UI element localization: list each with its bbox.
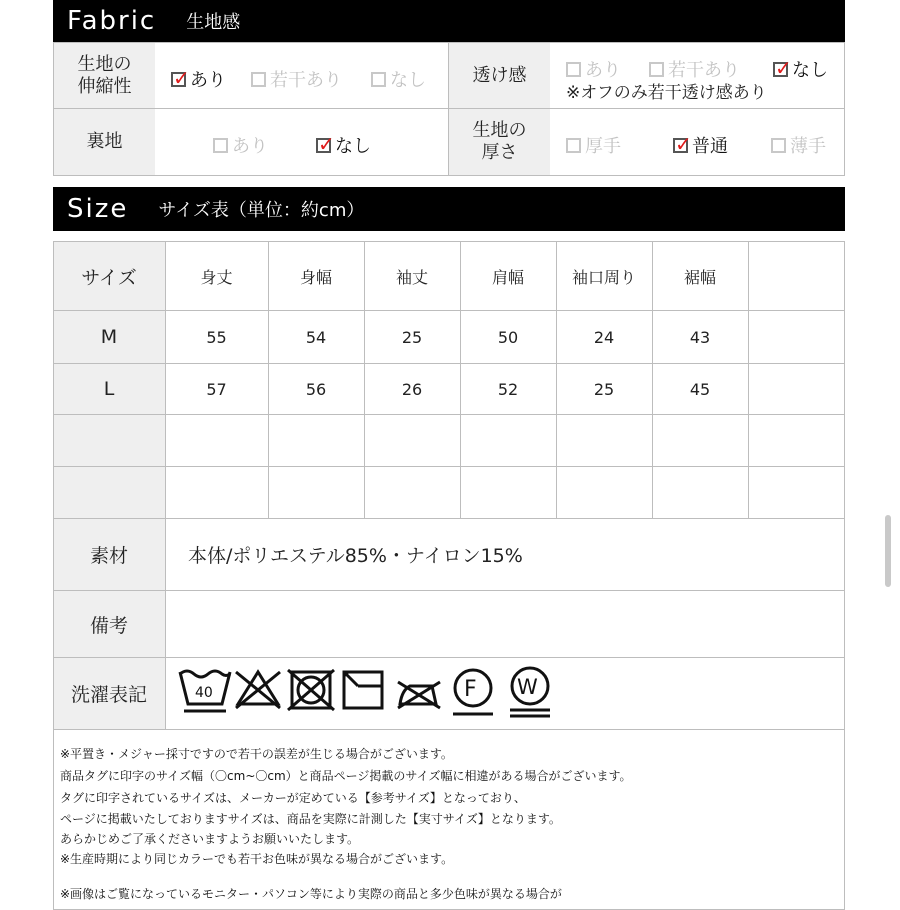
size-cell: 25 [593, 379, 615, 399]
size-row-divider [53, 414, 845, 415]
sheer-label-text: 透け感 [472, 64, 527, 86]
thickness-label-line2: 厚さ [481, 142, 518, 163]
size-subtitle: サイズ表（単位：約cm） [158, 200, 365, 221]
check-mark-icon: ✓ [318, 131, 335, 156]
size-cell: 54 [305, 327, 327, 347]
wet-clean-w-icon [510, 668, 550, 716]
stretch-option-label: あり [190, 70, 226, 91]
fabric-title: Fabric [67, 6, 157, 36]
lining-option-ari [213, 132, 268, 158]
sheer-option-nashi [773, 56, 828, 82]
size-cell: 55 [206, 327, 227, 347]
note-line: あらかじめご了承くださいますようお願いいたします。 [60, 832, 360, 846]
lining-option-nashi [316, 132, 371, 158]
checkbox-unchecked [251, 72, 266, 87]
checkbox-checked [316, 131, 335, 156]
size-row-label: L [103, 378, 115, 400]
wet-clean-letter: W [517, 675, 538, 699]
size-cell: 24 [593, 327, 615, 347]
scrollbar-thumb[interactable] [885, 515, 891, 587]
thickness-option-label: 普通 [692, 136, 728, 157]
size-row-divider [53, 466, 845, 467]
info-row-divider [53, 590, 845, 591]
check-mark-icon: ✓ [775, 55, 792, 80]
checkbox-unchecked [649, 62, 664, 77]
stretch-option-label: なし [390, 70, 426, 91]
thickness-option-atsude [566, 132, 621, 158]
size-cell: 52 [497, 379, 519, 399]
sheer-note: ※オフのみ若干透け感あり [566, 83, 767, 103]
stretch-option-label: 若干あり [270, 70, 342, 91]
iron-crossed-icon [398, 682, 440, 708]
stretch-option-ari [171, 66, 226, 92]
note-line: ※平置き・メジャー採寸ですので若干の誤差が生じる場合がございます。 [60, 747, 453, 761]
size-col-header: 肩幅 [491, 267, 524, 287]
fabric-header [53, 0, 845, 42]
line-dry-shade-icon [344, 672, 382, 708]
sheer-option-label: なし [792, 60, 828, 81]
dry-clean-letter: F [464, 677, 477, 702]
thickness-option-label: 厚手 [585, 136, 621, 157]
note-line: タグに印字されているサイズは、メーカーが定めている【参考サイズ】となっており、 [60, 791, 526, 805]
stretch-label-line1: 生地の [77, 53, 132, 75]
size-col-header: サイズ [81, 266, 137, 289]
checkbox-checked [171, 65, 190, 90]
size-col-header: 袖口周り [571, 267, 636, 287]
stretch-option-jakkan [251, 66, 342, 92]
care-icons-svg [178, 664, 578, 724]
size-cell: 26 [401, 379, 423, 399]
lining-label-text: 裏地 [86, 131, 123, 152]
size-cell: 50 [497, 327, 519, 347]
size-cell: 25 [401, 327, 423, 347]
size-cell: 43 [689, 327, 711, 347]
care-icons [178, 664, 578, 724]
note-line: ページに掲載いたしておりますサイズは、商品を実際に計測した【実寸サイズ】となります。 [60, 812, 561, 826]
checkbox-unchecked [566, 62, 581, 77]
care-label: 洗濯表記 [70, 684, 147, 706]
size-col-header: 裾幅 [683, 267, 716, 287]
material-value: 本体/ポリエステル85%・ナイロン15% [188, 545, 523, 567]
stretch-label-line2: 伸縮性 [77, 75, 132, 97]
checkbox-unchecked [566, 138, 581, 153]
no-bleach-icon [236, 672, 280, 708]
sheer-option-label: 若干あり [668, 60, 740, 81]
size-col-header [748, 242, 844, 310]
checkbox-unchecked [771, 138, 786, 153]
checkbox-unchecked [213, 138, 228, 153]
note-line: ※画像はご覧になっているモニター・パソコン等により実際の商品と多少色味が異なる場合が [60, 887, 562, 901]
thickness-label [449, 109, 550, 175]
info-row-divider [53, 657, 845, 658]
wash-40-icon [180, 671, 230, 711]
size-cell: 56 [305, 379, 327, 399]
wash-temp: 40 [195, 685, 213, 701]
checkbox-checked [773, 55, 792, 80]
size-row-label: M [100, 326, 118, 348]
sheer-label [449, 43, 550, 108]
check-mark-icon: ✓ [675, 131, 692, 156]
size-col-header: 袖丈 [395, 267, 428, 287]
note-line: ※生産時期により同じカラーでも若干お色味が異なる場合がございます。 [60, 852, 454, 866]
lining-option-label: なし [335, 136, 371, 157]
size-title: Size [67, 194, 129, 224]
info-col-divider [165, 518, 166, 730]
note-line: 商品タグに印字のサイズ幅（〇cm~〇cm）と商品ページ掲載のサイズ幅に相違がある場合がございます。 [60, 769, 632, 783]
dry-clean-f-icon [453, 670, 493, 714]
no-tumble-dry-icon [288, 670, 334, 710]
thickness-label-line1: 生地の [472, 120, 527, 141]
thickness-option-futsu [673, 132, 728, 158]
thickness-option-usude [771, 132, 826, 158]
checkbox-unchecked [371, 72, 386, 87]
lining-option-label: あり [232, 136, 268, 157]
stretch-option-nashi [371, 66, 426, 92]
size-cell: 57 [206, 379, 227, 399]
fabric-subtitle: 生地感 [186, 12, 241, 33]
size-header [53, 187, 845, 231]
material-label: 素材 [89, 545, 128, 567]
sheer-option-label: あり [585, 60, 621, 81]
thickness-option-label: 薄手 [790, 136, 826, 157]
size-col-header: 身幅 [299, 267, 332, 287]
size-col-header: 身丈 [200, 267, 233, 287]
remarks-label: 備考 [89, 614, 128, 637]
size-cell: 45 [689, 379, 711, 399]
lining-label [54, 109, 155, 175]
check-mark-icon: ✓ [173, 65, 190, 90]
stretch-label [54, 43, 155, 108]
checkbox-checked [673, 131, 692, 156]
